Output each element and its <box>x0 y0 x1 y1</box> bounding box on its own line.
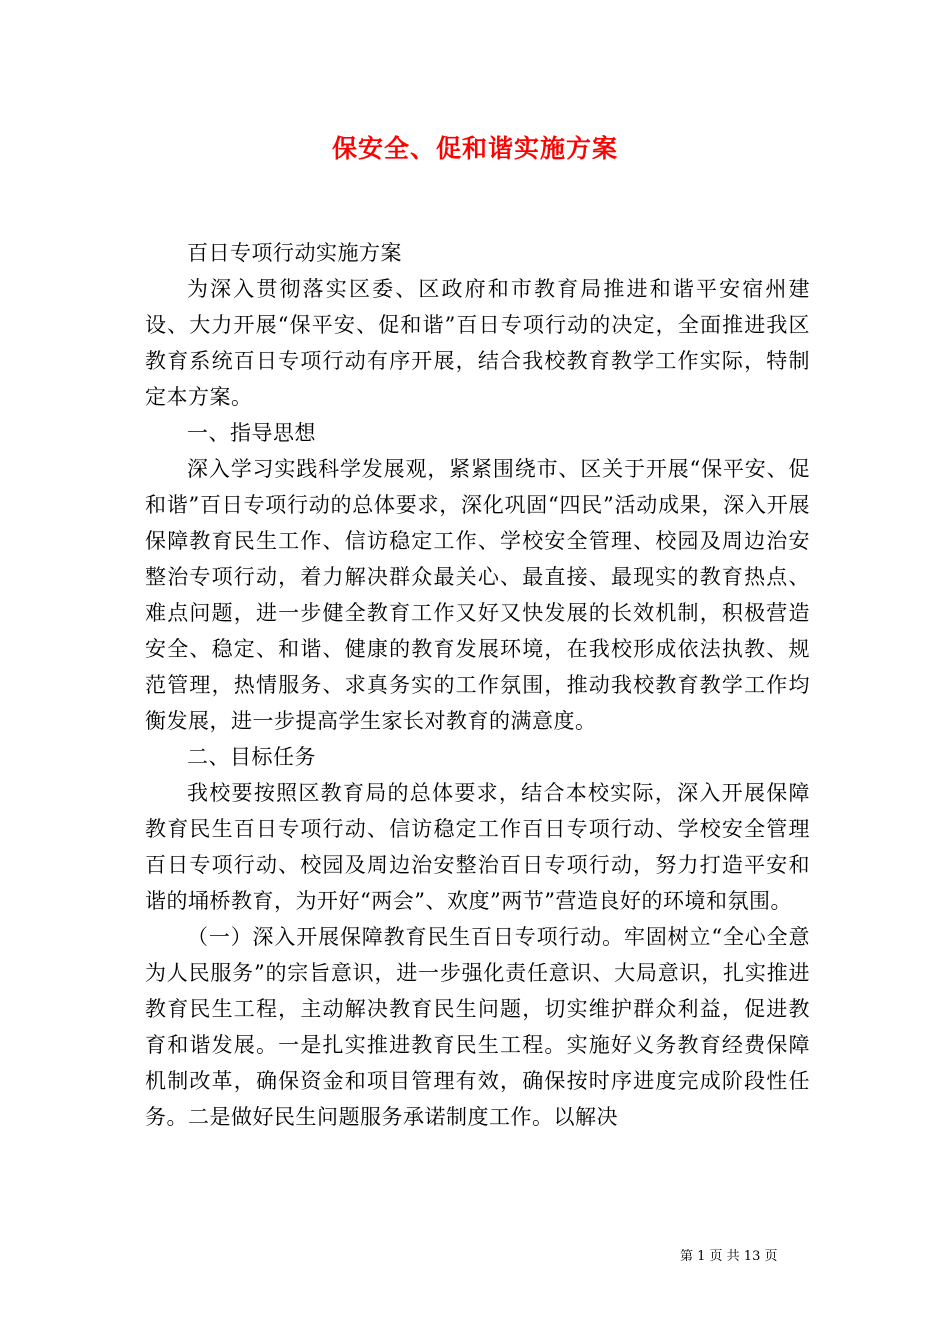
document-title: 保安全、促和谐实施方案 <box>331 134 618 163</box>
paragraph-intro: 为深入贯彻落实区委、区政府和市教育局推进和谐平安宿州建设、大力开展“保平安、促和谐”百日专项行动的决定，全面推进我区教育系统百日专项行动有序开展，结合我校教育教学工作实际，特制定本方案。 <box>145 277 810 409</box>
document-body <box>145 235 810 1135</box>
section-heading-guiding-ideology: 一、指导思想 <box>187 421 316 445</box>
paragraph-item-one: （一）深入开展保障教育民生百日专项行动。牢固树立“全心全意为人民服务”的宗旨意识，进一步强化责任意识、大局意识，扎实推进教育民生工程，主动解决教育民生问题，切实维护群众利益，促进教育和谐发展。一是扎实推进教育民生工程。实施好义务教育经费保障机制改革，确保资金和项目管理有效，确保按时序进度完成阶段性任务。二是做好民生问题服务承诺制度工作。以解决 <box>145 925 810 1129</box>
paragraph-guiding-ideology: 深入学习实践科学发展观，紧紧围绕市、区关于开展“保平安、促和谐”百日专项行动的总体要求，深化巩固“四民”活动成果，深入开展保障教育民生工作、信访稳定工作、学校安全管理、校园及周边治安整治专项行动，着力解决群众最关心、最直接、最现实的教育热点、难点问题，进一步健全教育工作又好又快发展的长效机制，积极营造安全、稳定、和谐、健康的教育发展环境，在我校形成依法执教、规范管理，热情服务、求真务实的工作氛围，推动我校教育教学工作均衡发展，进一步提高学生家长对教育的满意度。 <box>145 457 810 733</box>
paragraph-plan-name: 百日专项行动实施方案 <box>187 241 402 265</box>
page-number-footer: 第 1 页 共 13 页 <box>680 1249 778 1264</box>
section-heading-goals-tasks: 二、目标任务 <box>187 745 316 769</box>
paragraph-goals-tasks: 我校要按照区教育局的总体要求，结合本校实际，深入开展保障教育民生百日专项行动、信访稳定工作百日专项行动、学校安全管理百日专项行动、校园及周边治安整治百日专项行动，努力打造平安和谐的埇桥教育，为开好“两会”、欢度”两节”营造良好的环境和氛围。 <box>145 781 810 913</box>
